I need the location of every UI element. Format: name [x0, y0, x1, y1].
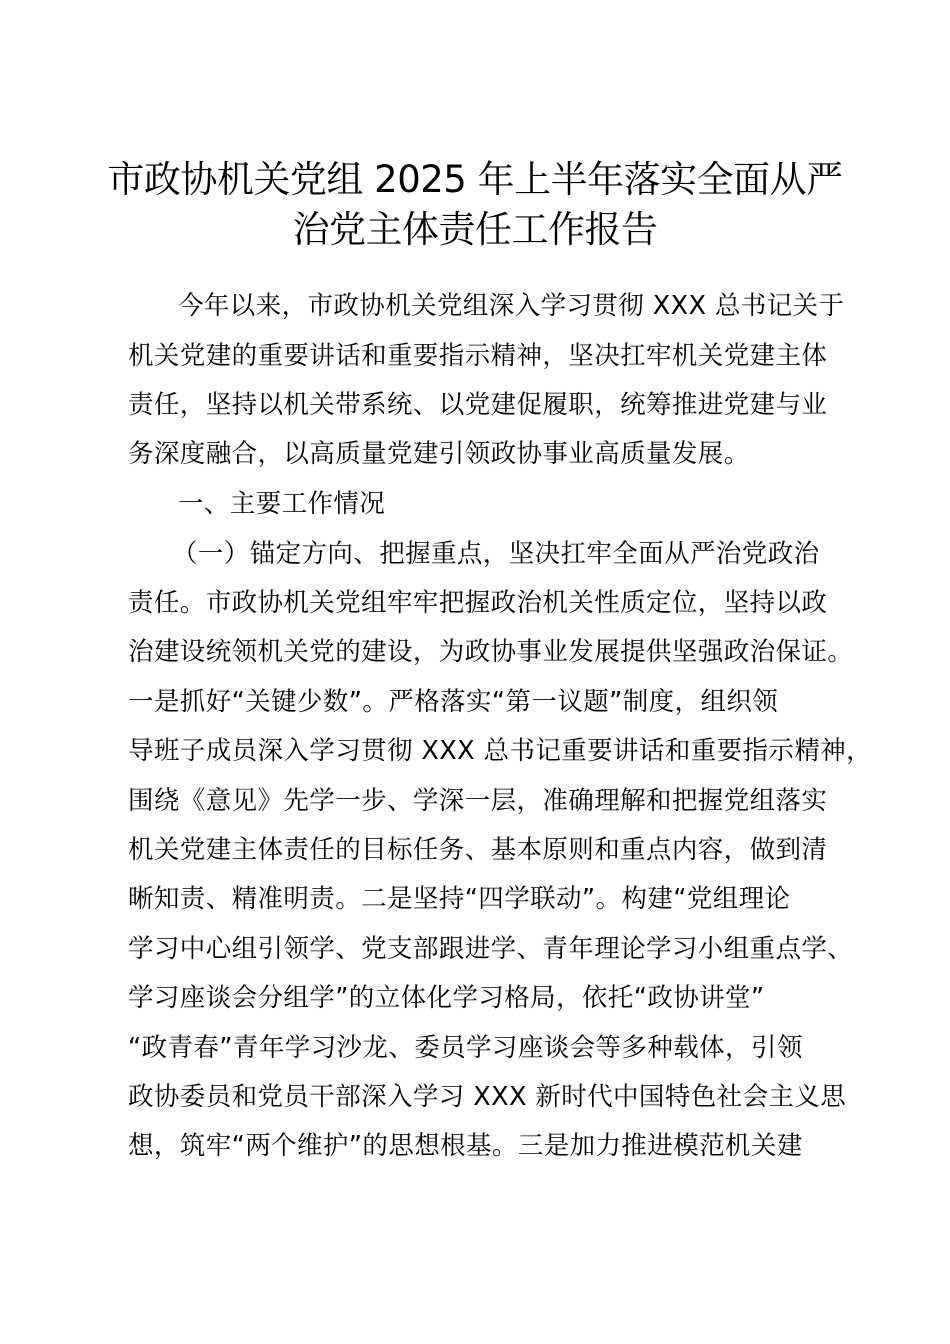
body-line-10: 学习座谈会分组学”的立体化学习格局，依托“政协讲堂” — [128, 983, 765, 1013]
body-line-2: 责任。市政协机关党组牢牢把握政治机关性质定位，坚持以政 — [128, 588, 828, 618]
body-line-6: 围绕《意见》先学一步、学深一层，准确理解和把握党组落实 — [128, 786, 828, 816]
body-line-13: 想，筑牢“两个维护”的思想根基。三是加力推进模范机关建 — [128, 1131, 803, 1161]
body-line-9: 学习中心组引领学、党支部跟进学、青年理论学习小组重点学、 — [128, 934, 854, 964]
body-line-11: “政青春”青年学习沙龙、委员学习座谈会等多种载体，引领 — [128, 1033, 803, 1063]
body-line-7: 机关党建主体责任的目标任务、基本原则和重点内容，做到清 — [128, 835, 828, 865]
paragraph-1-line-2: 机关党建的重要讲话和重要指示精神，坚决扛牢机关党建主体 — [128, 341, 828, 371]
subsection-heading-1: （一）锚定方向、把握重点，坚决扛牢全面从严治党政治 — [172, 539, 820, 569]
body-line-3: 治建设统领机关党的建设，为政协事业发展提供坚强政治保证。 — [128, 637, 854, 667]
body-line-8: 晰知责、精准明责。二是坚持“四学联动”。构建“党组理论 — [128, 884, 791, 914]
body-line-5: 导班子成员深入学习贯彻 XXX 总书记重要讲话和重要指示精神， — [128, 736, 873, 766]
paragraph-1-line-3: 责任，坚持以机关带系统、以党建促履职，统筹推进党建与业 — [128, 390, 828, 420]
body-line-12: 政协委员和党员干部深入学习 XXX 新时代中国特色社会主义思 — [128, 1082, 847, 1112]
paragraph-1-line-1: 今年以来，市政协机关党组深入学习贯彻 XXX 总书记关于 — [178, 291, 845, 321]
body-line-4: 一是抓好“关键少数”。严格落实“第一议题”制度，组织领 — [128, 687, 779, 717]
document-title-line-1: 市政协机关党组 2025 年上半年落实全面从严 — [107, 158, 843, 201]
document-title-line-2: 治党主体责任工作报告 — [292, 208, 658, 251]
paragraph-1-line-4: 务深度融合，以高质量党建引领政协事业高质量发展。 — [128, 439, 750, 469]
section-heading-1: 一、主要工作情况 — [178, 489, 386, 519]
